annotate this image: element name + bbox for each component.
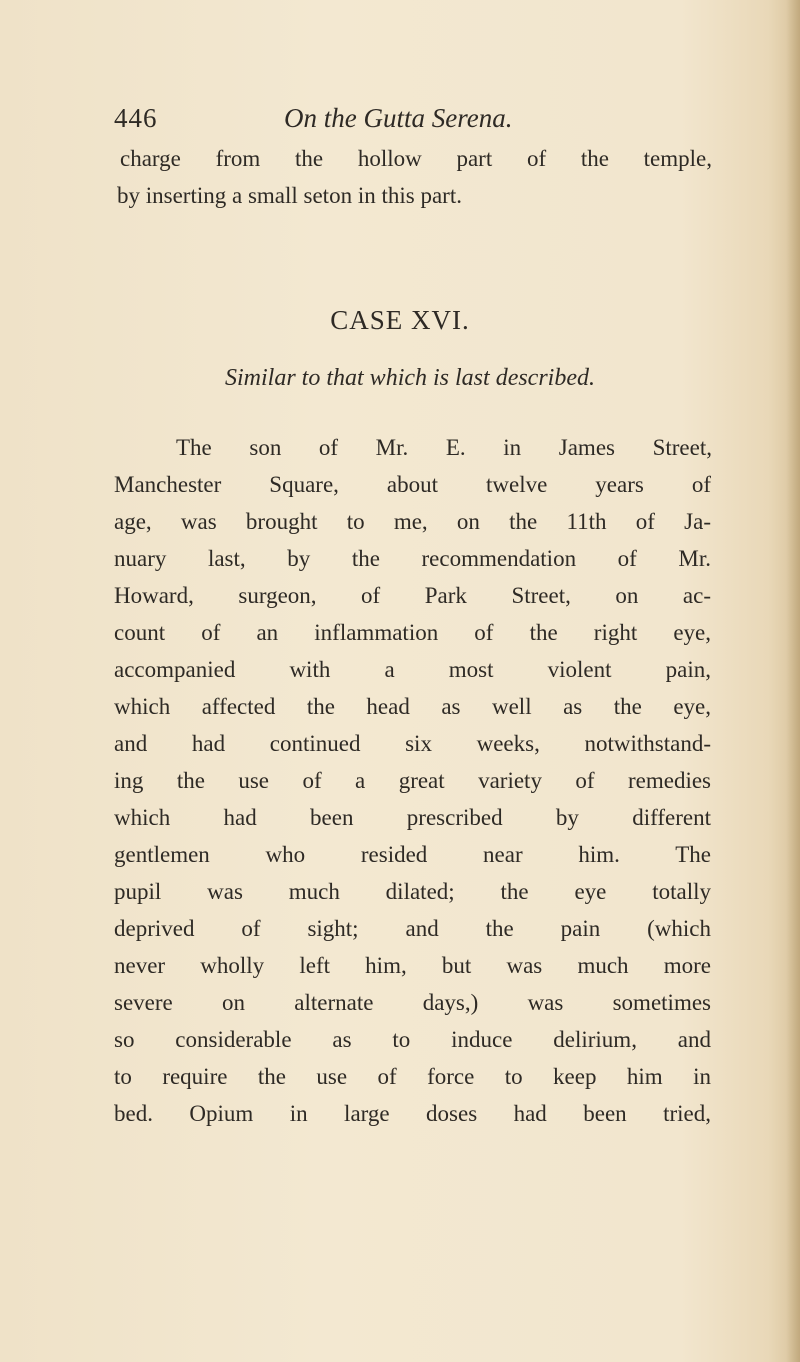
paragraph-line: so considerable as to induce delirium, and bbox=[114, 1027, 711, 1052]
text-line: by inserting a small seton in this part. bbox=[117, 183, 462, 208]
paragraph-line: count of an inflammation of the right eye, bbox=[114, 620, 711, 645]
case-subtitle: Similar to that which is last described. bbox=[225, 365, 595, 391]
paragraph-line: Manchester Square, about twelve years of bbox=[114, 472, 711, 497]
running-head bbox=[114, 98, 674, 138]
paragraph-line: and had continued six weeks, notwithstand- bbox=[114, 731, 711, 756]
paragraph-line: to require the use of force to keep him in bbox=[114, 1064, 711, 1089]
page-edge-shadow bbox=[786, 0, 800, 1362]
paragraph-line: which affected the head as well as the eye, bbox=[114, 694, 711, 719]
paragraph-line: ing the use of a great variety of remedies bbox=[114, 768, 711, 793]
paragraph-line: gentlemen who resided near him. The bbox=[114, 842, 711, 867]
paragraph-line: age, was brought to me, on the 11th of Ja- bbox=[114, 509, 711, 534]
paragraph-line: accompanied with a most violent pain, bbox=[114, 657, 711, 682]
running-title: On the Gutta Serena. bbox=[284, 103, 513, 133]
paragraph-line: pupil was much dilated; the eye totally bbox=[114, 879, 711, 904]
paragraph-line: never wholly left him, but was much more bbox=[114, 953, 711, 978]
paragraph-line: nuary last, by the recommendation of Mr. bbox=[114, 546, 711, 571]
paragraph-line: Howard, surgeon, of Park Street, on ac- bbox=[114, 583, 711, 608]
paragraph-line: The son of Mr. E. in James Street, bbox=[176, 435, 712, 460]
page-number: 446 bbox=[114, 103, 158, 133]
paragraph-line: deprived of sight; and the pain (which bbox=[114, 916, 711, 941]
text-line: charge from the hollow part of the temple, bbox=[120, 146, 712, 171]
case-heading: CASE XVI. bbox=[330, 305, 470, 335]
paragraph-line: bed. Opium in large doses had been tried, bbox=[114, 1101, 711, 1126]
paragraph-line: severe on alternate days,) was sometimes bbox=[114, 990, 711, 1015]
paragraph-line: which had been prescribed by different bbox=[114, 805, 711, 830]
